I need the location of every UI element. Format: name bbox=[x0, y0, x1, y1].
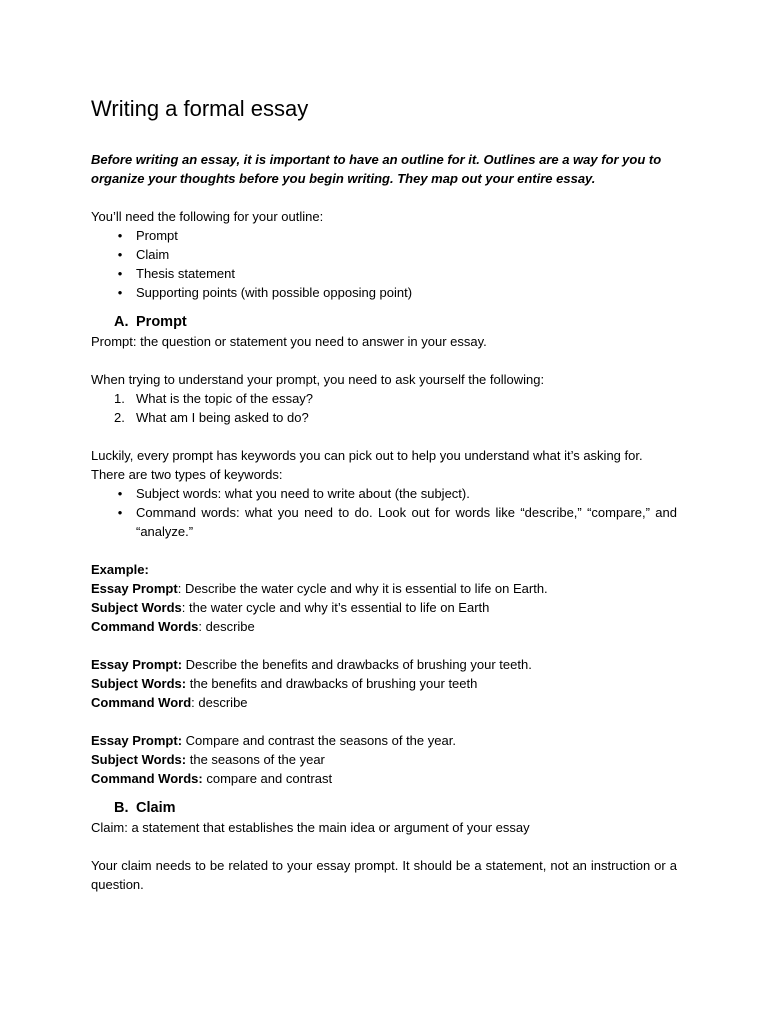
bullet-icon: • bbox=[117, 266, 123, 281]
keywords-list bbox=[91, 484, 677, 541]
bullet-icon: • bbox=[117, 228, 123, 243]
section-heading-prompt: A. Prompt bbox=[114, 314, 187, 330]
prompt-definition: Prompt: the question or statement you need to answer in your essay. bbox=[91, 334, 487, 349]
list-item: • Prompt bbox=[114, 226, 677, 245]
bullet-icon: • bbox=[117, 285, 123, 300]
list-item: • Command words: what you need to do. Look out for words like “describe,” “compare,” and “analyze.” bbox=[114, 503, 677, 541]
keywords-lead: Luckily, every prompt has keywords you can pick out to help you understand what it’s asking for. There are two types of keywords: bbox=[91, 448, 643, 482]
list-item: • Thesis statement bbox=[114, 264, 677, 283]
intro-paragraph: Before writing an essay, it is important to have an outline for it. Outlines are a way for you to organize your thoughts before you begin writing. They map out your entire essay. bbox=[91, 152, 662, 186]
list-item: • Supporting points (with possible opposing point) bbox=[114, 283, 677, 302]
bullet-icon: • bbox=[117, 505, 123, 520]
bullet-icon: • bbox=[117, 486, 123, 501]
document-title: Writing a formal essay bbox=[91, 96, 309, 121]
list-item: 2. What am I being asked to do? bbox=[114, 410, 309, 425]
questions-lead: When trying to understand your prompt, you need to ask yourself the following: bbox=[91, 372, 545, 387]
example-block: Essay Prompt: Describe the benefits and drawbacks of brushing your teeth. Subject Words: the benefits and drawbacks of brushing your teeth Command Word: describe bbox=[91, 657, 532, 710]
section-heading-claim: B. Claim bbox=[114, 800, 176, 816]
questions-list bbox=[91, 389, 677, 427]
outline-list bbox=[91, 226, 677, 302]
list-item: • Subject words: what you need to write about (the subject). bbox=[114, 484, 677, 503]
outline-lead: You’ll need the following for your outline: bbox=[91, 209, 324, 224]
list-item: • Claim bbox=[114, 245, 677, 264]
example-label: Example: bbox=[91, 562, 149, 577]
example-block: Essay Prompt: Describe the water cycle and why it is essential to life on Earth. Subject Words: the water cycle and why it’s essential to life on Earth Command Words: describe bbox=[91, 581, 548, 634]
bullet-icon: • bbox=[117, 247, 123, 262]
example-block: Essay Prompt: Compare and contrast the seasons of the year. Subject Words: the seasons of the year Command Words: compare and contrast bbox=[91, 733, 456, 786]
claim-detail: Your claim needs to be related to your essay prompt. It should be a statement, not an instruction or a question. bbox=[91, 858, 677, 892]
claim-definition: Claim: a statement that establishes the main idea or argument of your essay bbox=[91, 820, 530, 835]
list-item: 1. What is the topic of the essay? bbox=[114, 391, 314, 406]
